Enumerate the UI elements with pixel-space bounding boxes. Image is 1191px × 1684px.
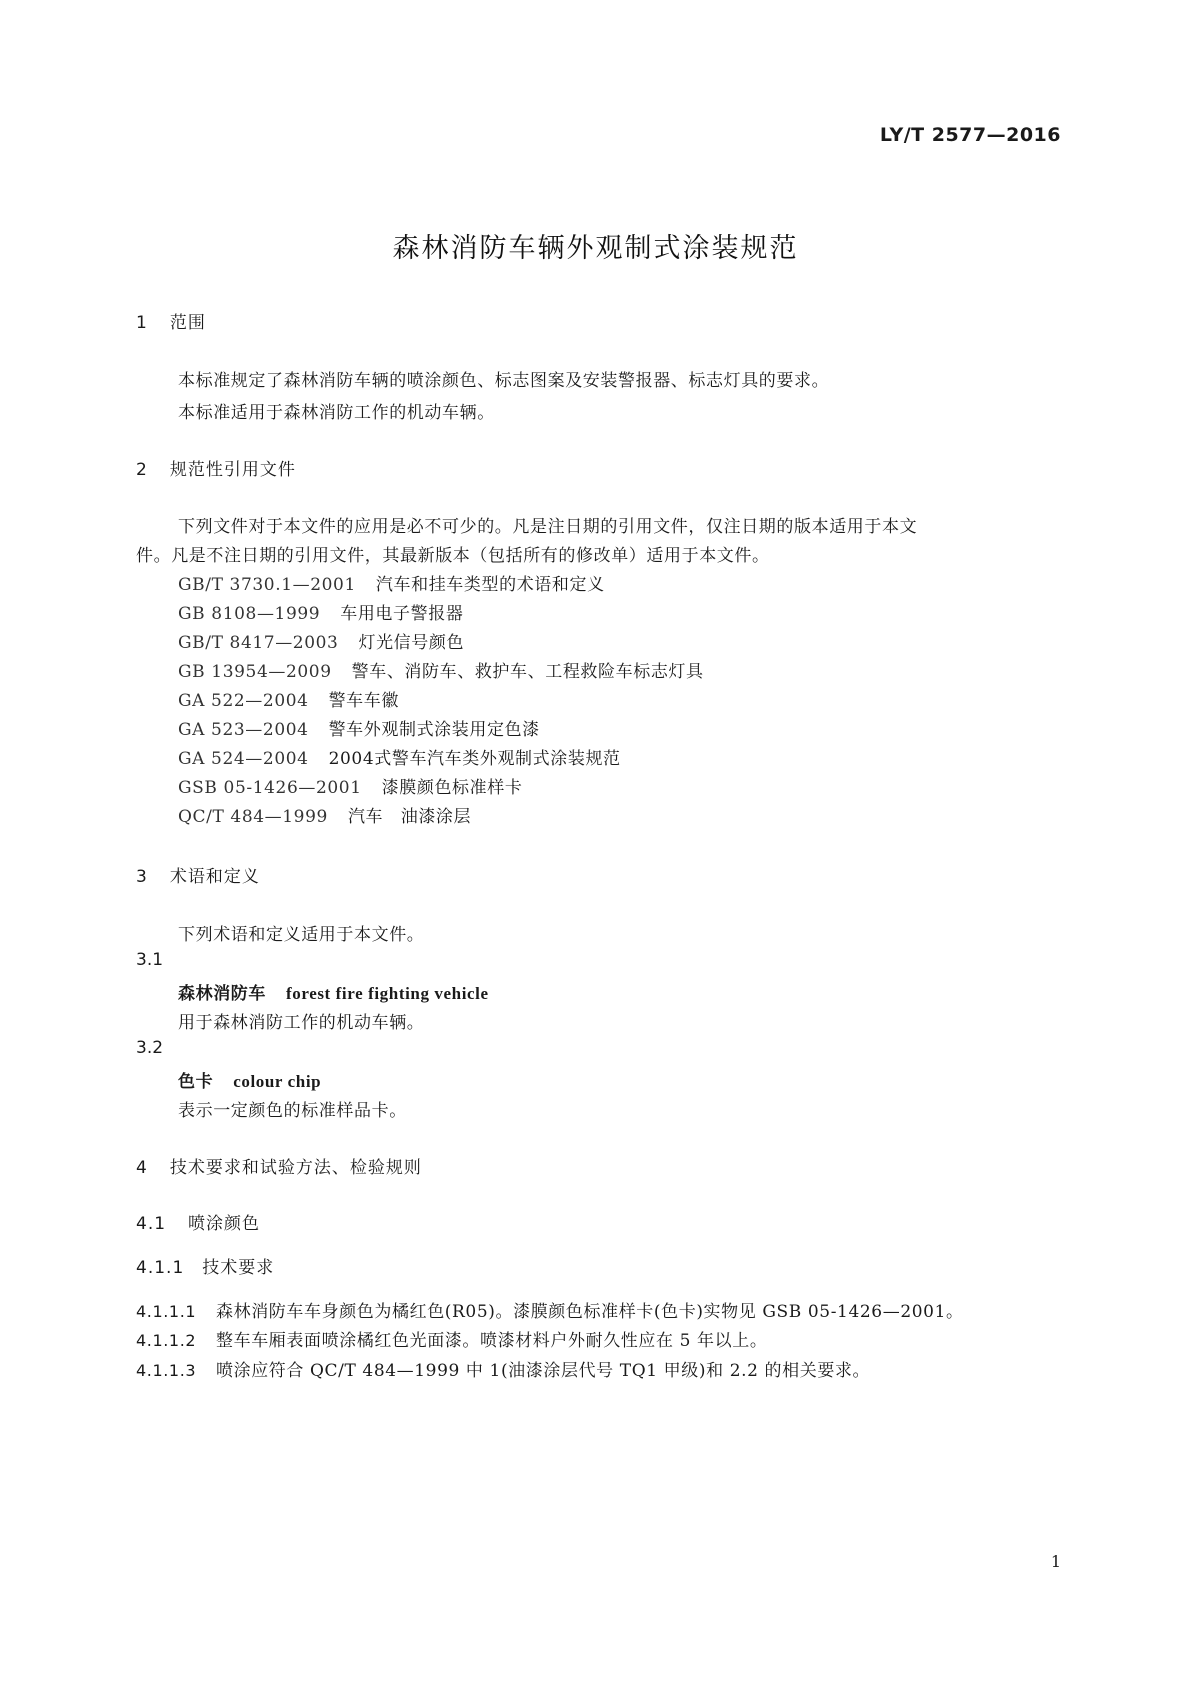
reference-title: 汽车 油漆涂层 <box>347 807 472 827</box>
section-number: 1 <box>136 313 148 333</box>
term-entry <box>178 979 489 1004</box>
paragraph: 件。凡是不注日期的引用文件，其最新版本（包括所有的修改单）适用于本文件。 <box>136 546 770 566</box>
subsubsection-heading <box>136 1253 274 1278</box>
section-title: 范围 <box>169 313 206 333</box>
term-english: forest fire fighting vehicle <box>286 984 489 1003</box>
clause-text: 喷涂应符合 QC/T 484—1999 中 1(油漆涂层代号 TQ1 甲级)和 2.2 的相关要求。 <box>216 1361 871 1381</box>
reference-item <box>178 657 704 682</box>
paragraph: 本标准适用于森林消防工作的机动车辆。 <box>178 403 495 423</box>
document-title: 森林消防车辆外观制式涂装规范 <box>392 233 799 264</box>
subsection-heading <box>136 1209 260 1234</box>
clause-number: 4.1.1.2 <box>136 1331 197 1350</box>
standard-code: LY/T 2577—2016 <box>879 124 1061 146</box>
section-title: 规范性引用文件 <box>169 460 296 480</box>
section-title: 术语和定义 <box>169 867 260 887</box>
clause <box>136 1297 964 1322</box>
reference-title: 2004式警车汽车类外观制式涂装规范 <box>328 749 621 769</box>
reference-title: 汽车和挂车类型的术语和定义 <box>375 575 605 595</box>
term-entry <box>178 1067 321 1092</box>
reference-item <box>178 686 399 711</box>
reference-code: GB/T 8417—2003 <box>178 633 339 653</box>
clause <box>136 1326 767 1351</box>
section-heading <box>136 1153 422 1178</box>
reference-code: GB 13954—2009 <box>178 662 332 682</box>
reference-item <box>178 744 621 769</box>
subsection-title: 喷涂颜色 <box>188 1214 261 1234</box>
reference-item <box>178 628 464 653</box>
term-english: colour chip <box>233 1072 322 1091</box>
reference-code: GA 522—2004 <box>178 691 309 711</box>
reference-code: GB 8108—1999 <box>178 604 321 624</box>
reference-code: GSB 05-1426—2001 <box>178 778 362 798</box>
term-definition: 表示一定颜色的标准样品卡。 <box>178 1101 407 1121</box>
reference-title: 车用电子警报器 <box>340 604 464 624</box>
subsection-number: 4.1 <box>136 1214 167 1234</box>
reference-title: 警车外观制式涂装用定色漆 <box>328 720 540 740</box>
reference-title: 警车车徽 <box>328 691 399 711</box>
paragraph: 下列术语和定义适用于本文件。 <box>178 925 425 945</box>
reference-item <box>178 715 540 740</box>
reference-code: GA 524—2004 <box>178 749 309 769</box>
reference-code: QC/T 484—1999 <box>178 807 328 827</box>
reference-code: GB/T 3730.1—2001 <box>178 575 356 595</box>
section-heading <box>136 862 260 887</box>
reference-item <box>178 599 463 624</box>
section-number: 2 <box>136 460 148 480</box>
clause-number: 4.1.1.1 <box>136 1302 197 1321</box>
clause-text: 整车车厢表面喷涂橘红色光面漆。喷漆材料户外耐久性应在 5 年以上。 <box>216 1331 768 1351</box>
page-number: 1 <box>1050 1552 1061 1571</box>
reference-item <box>178 773 522 798</box>
reference-title: 警车、消防车、救护车、工程救险车标志灯具 <box>351 662 704 682</box>
term-definition: 用于森林消防工作的机动车辆。 <box>178 1013 425 1033</box>
paragraph: 本标准规定了森林消防车辆的喷涂颜色、标志图案及安装警报器、标志灯具的要求。 <box>178 371 830 391</box>
reference-item <box>178 802 471 827</box>
paragraph: 下列文件对于本文件的应用是必不可少的。凡是注日期的引用文件，仅注日期的版本适用于本文 <box>178 517 918 537</box>
term-number: 3.1 <box>136 950 164 970</box>
reference-code: GA 523—2004 <box>178 720 309 740</box>
section-heading <box>136 308 206 333</box>
term-chinese: 色卡 <box>178 1072 214 1092</box>
section-heading <box>136 455 296 480</box>
subsubsection-number: 4.1.1 <box>136 1258 185 1278</box>
clause-text: 森林消防车车身颜色为橘红色(R05)。漆膜颜色标准样卡(色卡)实物见 GSB 05-1426—2001。 <box>216 1302 964 1322</box>
term-chinese: 森林消防车 <box>178 984 266 1004</box>
reference-item <box>178 570 605 595</box>
reference-title: 灯光信号颜色 <box>358 633 465 653</box>
reference-title: 漆膜颜色标准样卡 <box>381 778 523 798</box>
clause <box>136 1356 870 1381</box>
term-number: 3.2 <box>136 1038 164 1058</box>
section-number: 3 <box>136 867 148 887</box>
subsubsection-title: 技术要求 <box>202 1258 275 1278</box>
section-title: 技术要求和试验方法、检验规则 <box>169 1158 422 1178</box>
clause-number: 4.1.1.3 <box>136 1361 197 1380</box>
section-number: 4 <box>136 1158 148 1178</box>
